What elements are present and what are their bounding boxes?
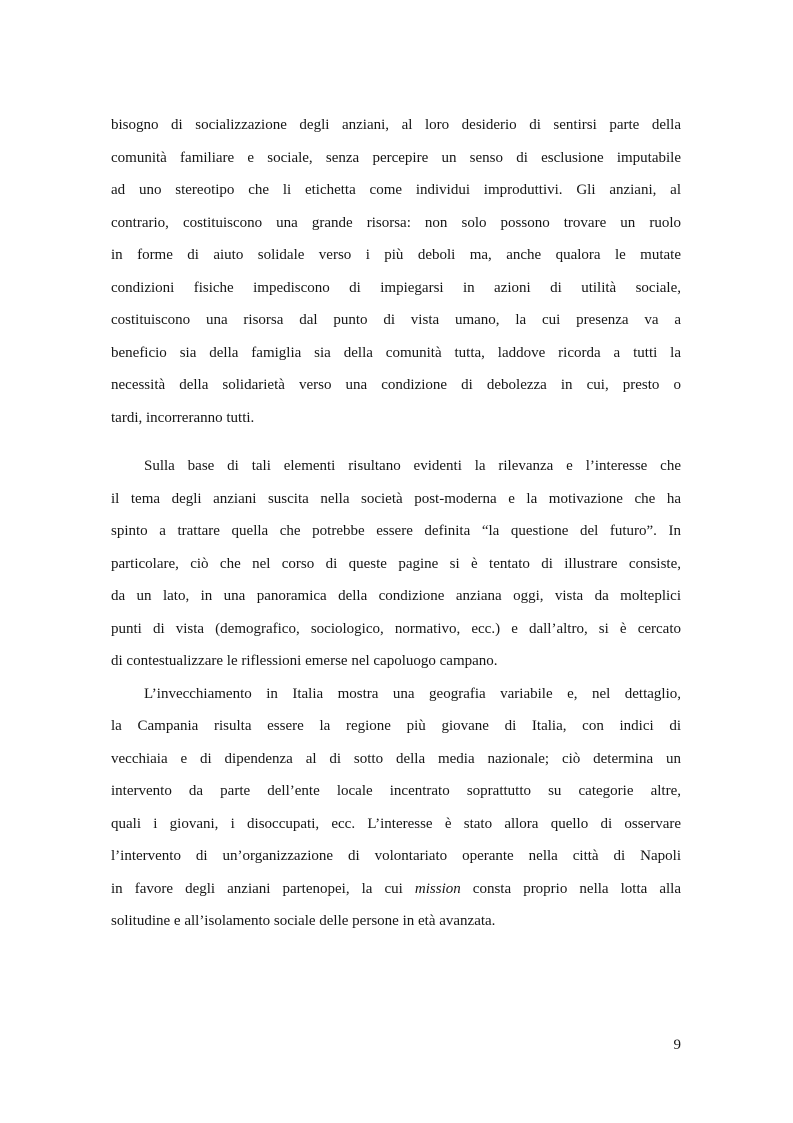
text-line: in favore degli anziani partenopei, la cui mission consta proprio nella lotta alla: [111, 880, 681, 897]
page-number: 9: [673, 1037, 681, 1053]
text-line: la Campania risulta essere la regione più giovane di Italia, con indici di: [111, 718, 681, 734]
text-line: il tema degli anziani suscita nella società post-moderna e la motivazione che ha: [111, 490, 681, 507]
text-line: Sulla base di tali elementi risultano evidenti la rilevanza e l’interesse che: [144, 458, 681, 474]
text-line: bisogno di socializzazione degli anziani, al loro desiderio di sentirsi parte della: [111, 117, 681, 133]
text-line: quali i giovani, i disoccupati, ecc. L’interesse è stato allora quello di osservare: [111, 815, 681, 832]
text-line: beneficio sia della famiglia sia della comunità tutta, laddove ricorda a tutti la: [111, 344, 681, 361]
text-line: solitudine e all’isolamento sociale delle persone in età avanzata.: [111, 913, 496, 929]
text-line: particolare, ciò che nel corso di queste pagine si è tentato di illustrare consiste,: [111, 555, 681, 572]
text-line: costituiscono una risorsa dal punto di vista umano, la cui presenza va a: [111, 312, 681, 328]
paragraph: [111, 109, 681, 434]
text-line: ad uno stereotipo che li etichetta come individui improduttivi. Gli anziani, al: [111, 182, 681, 198]
body-text: [111, 109, 681, 938]
text-line: di contestualizzare le riflessioni emerse nel capoluogo campano.: [111, 653, 498, 669]
paragraph: [111, 678, 681, 938]
text-line: L’invecchiamento in Italia mostra una geografia variabile e, nel dettaglio,: [144, 685, 681, 702]
text-line: condizioni fisiche impediscono di impiegarsi in azioni di utilità sociale,: [111, 279, 681, 296]
text-line: l’intervento di un’organizzazione di volontariato operante nella città di Napoli: [111, 848, 681, 864]
text-line: comunità familiare e sociale, senza percepire un senso di esclusione imputabile: [111, 149, 681, 166]
text-line: contrario, costituiscono una grande risorsa: non solo possono trovare un ruolo: [111, 214, 681, 231]
text-line: punti di vista (demografico, sociologico, normativo, ecc.) e dall’altro, si è cercato: [111, 620, 681, 637]
text-line: da un lato, in una panoramica della condizione anziana oggi, vista da molteplici: [111, 588, 681, 604]
text-line: in forme di aiuto solidale verso i più deboli ma, anche qualora le mutate: [111, 247, 681, 263]
text-line: necessità della solidarietà verso una condizione di debolezza in cui, presto o: [111, 377, 681, 393]
paragraph: [111, 450, 681, 678]
text-line: tardi, incorreranno tutti.: [111, 409, 255, 426]
text-line: intervento da parte dell’ente locale incentrato soprattutto su categorie altre,: [111, 783, 681, 799]
italic-text: mission: [414, 880, 461, 897]
text-line: spinto a trattare quella che potrebbe essere definita “la questione del futuro”. In: [111, 523, 681, 539]
text-line: vecchiaia e di dipendenza al di sotto della media nazionale; ciò determina un: [111, 750, 681, 767]
